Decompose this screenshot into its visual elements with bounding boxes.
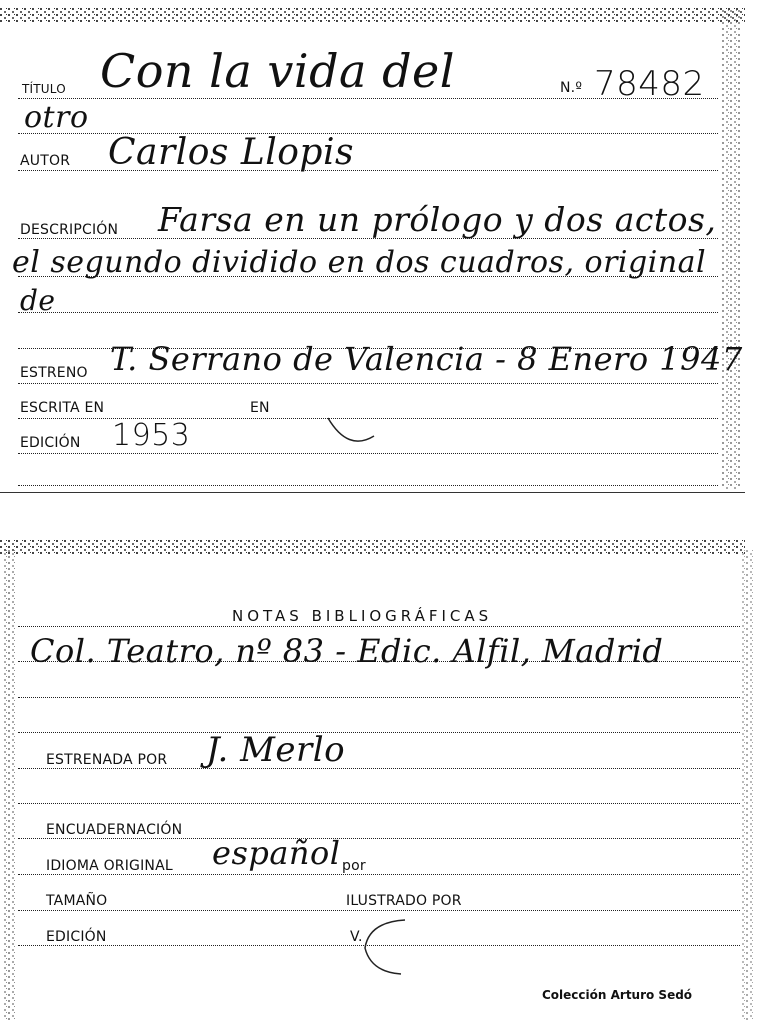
- escrita-en-label: ESCRITA EN: [20, 400, 105, 416]
- rule-line: [18, 453, 718, 454]
- notas-bibliograficas-title: NOTAS BIBLIOGRÁFICAS: [232, 607, 493, 625]
- numero-value: 78482: [594, 64, 705, 104]
- ilustrado-por-label: ILUSTRADO POR: [346, 893, 462, 909]
- descripcion-line-3: de: [20, 284, 56, 317]
- rule-line: [18, 383, 718, 384]
- card-right-edge-texture: [738, 550, 758, 1020]
- descripcion-label: DESCRIPCIÓN: [20, 222, 119, 238]
- titulo-label: TÍTULO: [22, 82, 66, 96]
- card-right-edge-texture: [722, 10, 742, 490]
- edicion-label: EDICIÓN: [20, 435, 81, 451]
- descripcion-line-1: Farsa en un prólogo y dos actos,: [158, 200, 717, 239]
- rule-line: [18, 626, 740, 627]
- idioma-original-label: IDIOMA ORIGINAL: [46, 858, 173, 874]
- catalog-card-front: [0, 0, 759, 500]
- rule-line: [18, 312, 718, 313]
- rule-line: [18, 803, 740, 804]
- rule-line: [18, 910, 740, 911]
- hole-punch-mark: [320, 410, 380, 450]
- rule-line: [18, 697, 740, 698]
- rule-line: [18, 874, 740, 875]
- en-label: EN: [250, 400, 270, 416]
- autor-value: Carlos Llopis: [108, 132, 354, 173]
- titulo-value: Con la vida del: [100, 44, 455, 98]
- notas-value: Col. Teatro, nº 83 - Edic. Alfil, Madrid: [30, 632, 664, 670]
- rule-line: [18, 732, 740, 733]
- tamano-label: TAMAÑO: [46, 893, 108, 909]
- encuadernacion-label: ENCUADERNACIÓN: [46, 822, 183, 838]
- rule-line: [18, 838, 740, 839]
- numero-label: N.º: [560, 80, 583, 96]
- card-top-edge-texture: [0, 8, 759, 22]
- edicion-label: EDICIÓN: [46, 929, 107, 945]
- estrenada-por-value: J. Merlo: [206, 730, 346, 770]
- estreno-value: T. Serrano de Valencia - 8 Enero 1947: [110, 340, 743, 378]
- estrenada-por-label: ESTRENADA POR: [46, 752, 168, 768]
- card-top-edge-texture: [0, 540, 759, 554]
- rule-line: [18, 768, 740, 769]
- rule-line: [18, 485, 718, 486]
- collection-credit: Colección Arturo Sedó: [542, 988, 693, 1002]
- por-label: por: [342, 858, 366, 874]
- card-bottom-edge: [0, 492, 745, 493]
- autor-label: AUTOR: [20, 153, 71, 169]
- estreno-label: ESTRENO: [20, 365, 88, 381]
- catalog-card-back: [0, 540, 759, 1028]
- idioma-original-value: español: [212, 834, 341, 872]
- edicion-value: 1953: [112, 418, 191, 453]
- descripcion-line-2: el segundo dividido en dos cuadros, original: [12, 245, 707, 280]
- hole-punch-mark: [355, 912, 425, 982]
- titulo-continuation: otro: [24, 100, 89, 135]
- card-left-edge-texture: [0, 550, 20, 1020]
- v-label: V.: [350, 929, 363, 945]
